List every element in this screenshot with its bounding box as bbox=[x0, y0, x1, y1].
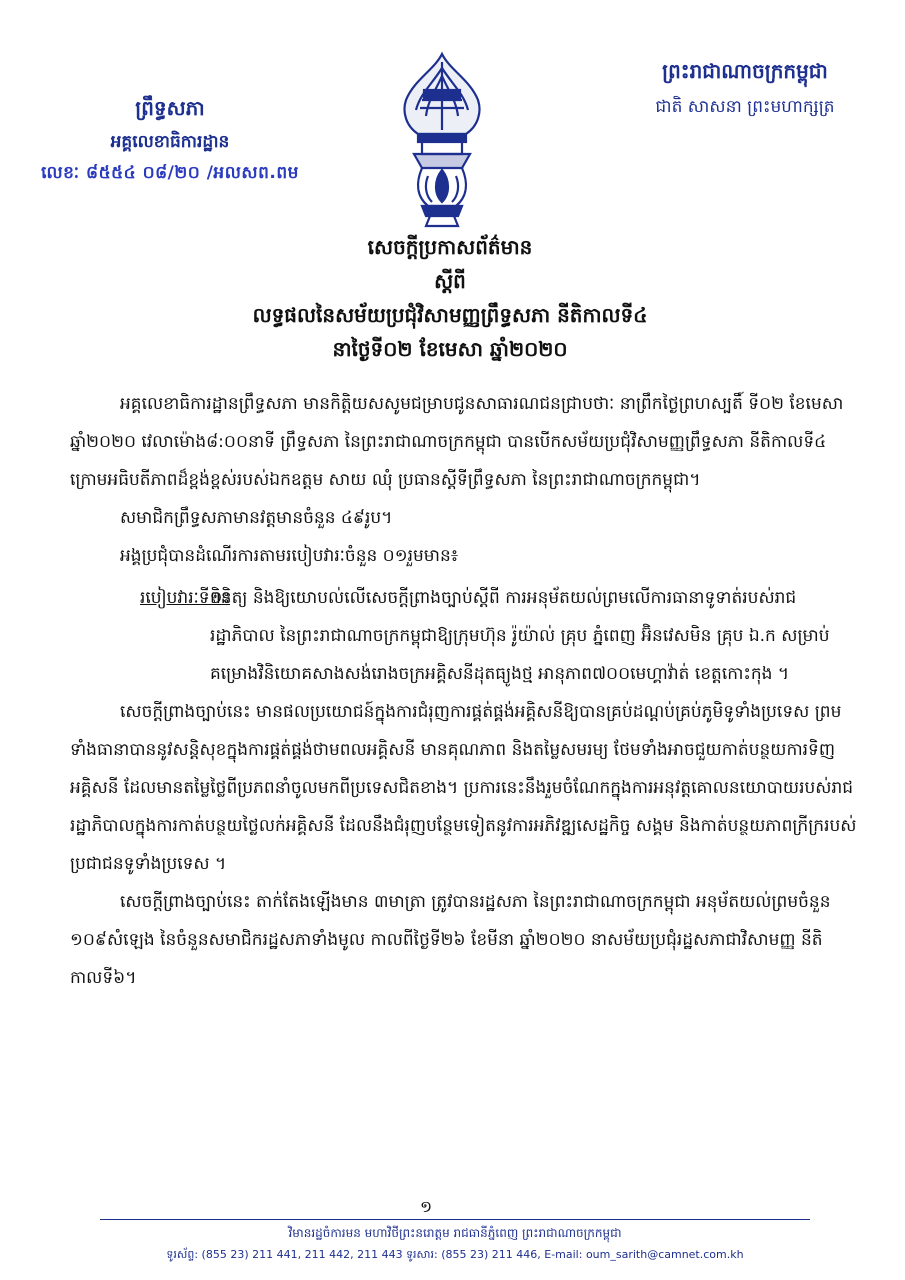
agenda-label: របៀបវារៈទី១៖ bbox=[140, 588, 230, 608]
institution-name: ព្រឹទ្ធសភា bbox=[135, 96, 205, 120]
national-motto: ជាតិ សាសនា ព្រះមហាក្សត្រ bbox=[655, 97, 835, 117]
agenda-text: ពិនិត្យ និងឱ្យយោបល់លើសេចក្តីព្រាងច្បាប់ស្តីពី ការអនុម័តយល់ព្រមលើការធានាទូទាត់របស់រាជរដ្ឋាភិបាល នៃព្រះរាជាណាចក្រកម្ពុជាឱ្យក្រុមហ៊ុន រ៉ូយ៉ាល់ គ្រុប ភ្នំពេញ អ៊ិនវេសមិន គ្រុប ឯ.ក សម្រាប់គម្រោងវិនិយោគសាងសង់រោងចក្រអគ្គិសនីដុតធ្យូងថ្ម អានុភាព៧០០មេហ្គាវ៉ាត់ ខេត្តកោះកុង ។ bbox=[210, 588, 830, 684]
document-body bbox=[70, 385, 860, 997]
title-line-4: នាថ្ងៃទី០២ ខែមេសា ឆ្នាំ២០២០ bbox=[332, 337, 568, 361]
left-header bbox=[40, 95, 300, 187]
paragraph-agenda-intro: អង្គប្រជុំបានដំណើរការតាមរបៀបវារៈចំនួន ០១រួមមាន៖ bbox=[120, 546, 459, 566]
title-line-3: លទ្ធផលនៃសម័យប្រជុំវិសាមញ្ញព្រឹទ្ធសភា នីតិកាលទី៤ bbox=[252, 303, 648, 327]
paragraph-benefits: សេចក្តីព្រាងច្បាប់នេះ មានផលប្រយោជន៍ក្នុងការជំរុញការផ្គត់ផ្គង់អគ្គិសនីឱ្យបានគ្រប់ដណ្តប់គ្រប់ភូមិទូទាំងប្រទេស ព្រមទាំងធានាបាននូវសន្តិសុខក្នុងការផ្គត់ផ្គង់ថាមពលអគ្គិសនី មានគុណភាព និងតម្លៃសមរម្យ ថែមទាំងអាចជួយកាត់បន្ថយការទិញអគ្គិសនី ដែលមានតម្លៃថ្លៃពីប្រភពនាំចូលមកពីប្រទេសជិតខាង។ ប្រការនេះនឹងរួមចំណែកក្នុងការអនុវត្តគោលនយោបាយរបស់រាជរដ្ឋាភិបាលក្នុងការកាត់បន្ថយថ្លៃលក់អគ្គិសនី ដែលនឹងជំរុញបន្ថែមទៀតនូវការអភិវឌ្ឍសេដ្ឋកិច្ច សង្គម និងកាត់បន្ថយភាពក្រីក្ររបស់ប្រជាជនទូទាំងប្រទេស ។ bbox=[70, 702, 857, 874]
footer bbox=[100, 1222, 810, 1266]
paragraph-adoption: សេចក្តីព្រាងច្បាប់នេះ តាក់តែងឡើងមាន ៣មាត្រា ត្រូវបានរដ្ឋសភា នៃព្រះរាជាណាចក្រកម្ពុជា អនុម័តយល់ព្រមចំនួន ១០៩សំឡេង នៃចំនួនសមាជិករដ្ឋសភាទាំងមូល កាលពីថ្ងៃទី២៦ ខែមីនា ឆ្នាំ២០២០ នាសម័យប្រជុំរដ្ឋសភាជាវិសាមញ្ញ នីតិកាលទី៦។ bbox=[70, 892, 831, 988]
footer-divider bbox=[100, 1219, 810, 1220]
right-header bbox=[600, 58, 890, 121]
document-title bbox=[120, 230, 780, 366]
footer-contact: ទូរស័ព្ទ: (855 23) 211 441, 211 442, 211 443 ទូរសារ: (855 23) 211 446, E-mail: oum_sarith@camnet.com.kh bbox=[166, 1248, 744, 1261]
footer-address: វិមានរដ្ឋចំការមន មហាវិថីព្រះនរោត្តម រាជធានីភ្នំពេញ ព្រះរាជាណាចក្រកម្ពុជា bbox=[288, 1226, 622, 1240]
page-number: ១ bbox=[420, 1197, 433, 1216]
reference-number: លេខៈ ៨៥៥៤ ០៨/២០ /អលសព.ពម bbox=[41, 163, 299, 183]
agenda-item bbox=[70, 579, 860, 693]
paragraph-attendance: សមាជិកព្រឹទ្ធសភាមានវត្តមានចំនួន ៤៩រូប។ bbox=[120, 508, 393, 528]
senate-emblem-icon bbox=[392, 50, 492, 230]
title-line-2: ស្តីពី bbox=[434, 269, 466, 293]
title-line-1: សេចក្តីប្រកាសព័ត៌មាន bbox=[367, 235, 533, 259]
kingdom-name: ព្រះរាជាណាចក្រកម្ពុជា bbox=[662, 59, 828, 83]
department-name: អគ្គលេខាធិការដ្ឋាន bbox=[110, 132, 230, 152]
paragraph-intro: អគ្គលេខាធិការដ្ឋានព្រឹទ្ធសភា មានកិត្តិយសសូមជម្រាបជូនសាធារណជនជ្រាបថាៈ នាព្រឹកថ្ងៃព្រហស្បតិ៍ ទី០២ ខែមេសា ឆ្នាំ២០២០ វេលាម៉ោង៨:០០នាទី ព្រឹទ្ធសភា នៃព្រះរាជាណាចក្រកម្ពុជា បានបើកសម័យប្រជុំវិសាមញ្ញព្រឹទ្ធសភា នីតិកាលទី៤ ក្រោមអធិបតីភាពដ៏ខ្ពង់ខ្ពស់របស់ឯកឧត្តម សាយ ឈុំ ប្រធានស្តីទីព្រឹទ្ធសភា នៃព្រះរាជាណាចក្រកម្ពុជា។ bbox=[70, 394, 844, 490]
